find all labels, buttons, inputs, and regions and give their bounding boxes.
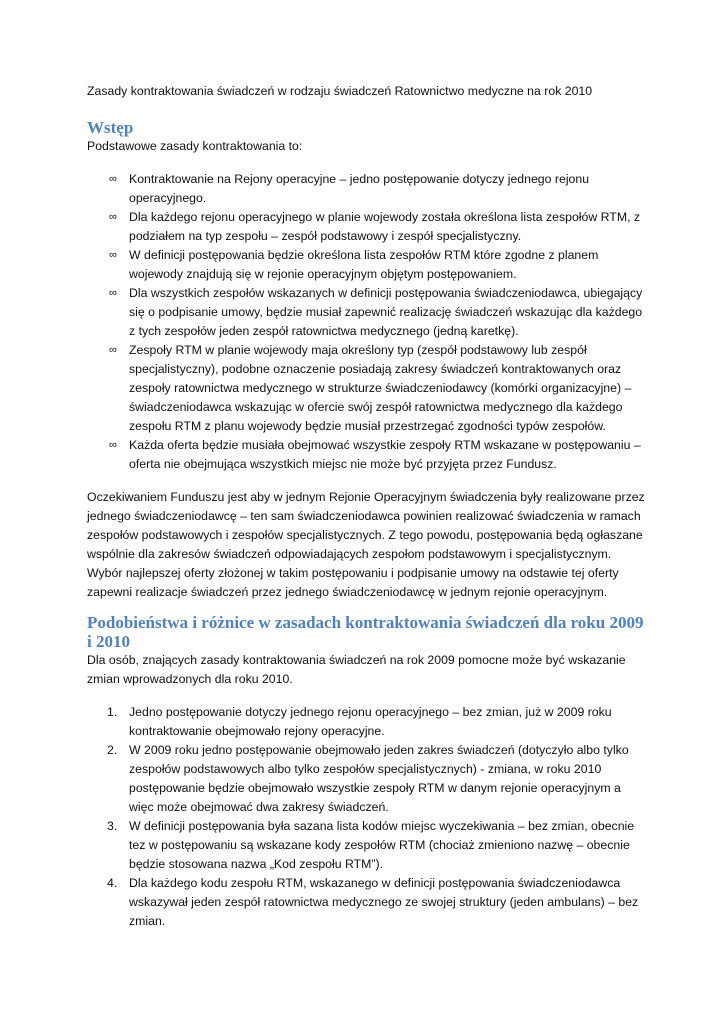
infinity-bullet-icon: ∞ bbox=[109, 439, 117, 451]
section1-paragraph: Oczekiwaniem Funduszu jest aby w jednym Rejonie Operacyjnym świadczenia były realizowane przez jednego świadczeniodawcę – ten sam świadczeniodawca powinien realizować świadczenia w ramach zespołów podstawowych i zespołów specjalistycznych. Z tego powodu, postępowania będą ogłaszane wspólnie dla zakresów świadczeń odpowiadających zespołom podstawowym i specjalistycznym. Wybór najlepszej oferty złożonej w takim postępowaniu i podpisanie umowy na odstawie tej oferty zapewni realizacje świadczeń przez jednego świadczeniodawcę w jednym rejonie operacyjnym. bbox=[87, 490, 645, 599]
infinity-bullet-icon: ∞ bbox=[109, 211, 117, 223]
item-number: 2. bbox=[107, 743, 118, 757]
section2-intro: Dla osób, znających zasady kontraktowania świadczeń na rok 2009 pomocne może być wskazanie zmian wprowadzonych dla roku 2010. bbox=[87, 653, 626, 686]
infinity-bullet-icon: ∞ bbox=[109, 249, 117, 261]
list-item: ∞ Dla wszystkich zespołów wskazanych w definicji postępowania świadczeniodawca, ubiegający się o podpisanie umowy, będzie musiał zapewnić realizację świadczeń wskazując dla każdego z tych zespołów jeden zespół ratownictwa medycznego (jedną karetkę). bbox=[109, 286, 643, 338]
item-number: 4. bbox=[107, 876, 118, 890]
list-item: ∞ Dla każdego rejonu operacyjnego w planie wojewody została określona lista zespołów RTM, z podziałem na typ zespołu – zespół podstawowy i zespół specjalistyczny. bbox=[109, 210, 641, 243]
document-title: Zasady kontraktowania świadczeń w rodzaju świadczeń Ratownictwo medyczne na rok 2010 bbox=[87, 84, 593, 98]
section1-intro: Podstawowe zasady kontraktowania to: bbox=[87, 139, 303, 153]
list-item: 3. W definicji postępowania była sazana lista kodów miejsc wyczekiwania – bez zmian, obecnie tez w postępowaniu są wskazane kody zespołów RTM (chociaż zmieniono nazwę – obecnie będzie stosowana nazwa „Kod zespołu RTM”). bbox=[107, 819, 635, 871]
changes-list bbox=[87, 703, 647, 931]
list-item: ∞ Każda oferta będzie musiała obejmować wszystkie zespoły RTM wskazane w postępowaniu – oferta nie obejmująca wszystkich miejsc nie może być przyjęta przez Fundusz. bbox=[109, 438, 641, 471]
heading-differences: Podobieństwa i różnice w zasadach kontraktowania świadczeń dla roku 2009 i 2010 bbox=[87, 613, 644, 651]
list-item: 4. Dla każdego kodu zespołu RTM, wskazanego w definicji postępowania świadczeniodawca wskazywał jeden zespół ratownictwa medycznego ze swojej struktury (jeden ambulans) – bez zmian. bbox=[107, 876, 639, 928]
list-item: ∞ W definicji postępowania będzie określona lista zespołów RTM które zgodne z planem wojewody znajdują się w rejonie operacyjnym objętym postępowaniem. bbox=[109, 248, 599, 281]
heading-wstep: Wstęp bbox=[87, 118, 134, 137]
item-number: 1. bbox=[107, 705, 118, 719]
list-item: ∞ Zespoły RTM w planie wojewody maja określony typ (zespół podstawowy lub zespół specjalistyczny), podobne oznaczenie posiadają zakresy świadczeń kontraktowanych oraz zespoły ratownictwa medycznego w strukturze świadczeniodawcy (komórki organizacyjne) – świadczeniodawca wskazując w ofercie swój zespół ratownictwa medycznego dla każdego zespołu RTM z planu wojewody będzie musiał przestrzegać zgodności typów zespołów. bbox=[109, 343, 632, 433]
list-item: 2. W 2009 roku jedno postępowanie obejmowało jeden zakres świadczeń (dotyczyło albo tylko zespołów podstawowych albo tylko zespołów specjalistycznych) - zmiana, w roku 2010 postępowanie będzie obejmowało wszystkie zespoły RTM w danym rejonie operacyjnym a więc może obejmować dwa zakresy świadczeń. bbox=[107, 743, 629, 814]
document-page bbox=[87, 82, 647, 931]
infinity-bullet-icon: ∞ bbox=[109, 173, 117, 185]
item-number: 3. bbox=[107, 819, 118, 833]
principles-list bbox=[87, 170, 647, 474]
list-item: 1. Jedno postępowanie dotyczy jednego rejonu operacyjnego – bez zmian, już w 2009 roku kontraktowanie obejmowało rejony operacyjne. bbox=[107, 705, 612, 738]
infinity-bullet-icon: ∞ bbox=[109, 287, 117, 299]
infinity-bullet-icon: ∞ bbox=[109, 344, 117, 356]
list-item: ∞ Kontraktowanie na Rejony operacyjne – jedno postępowanie dotyczy jednego rejonu operacyjnego. bbox=[109, 172, 590, 205]
